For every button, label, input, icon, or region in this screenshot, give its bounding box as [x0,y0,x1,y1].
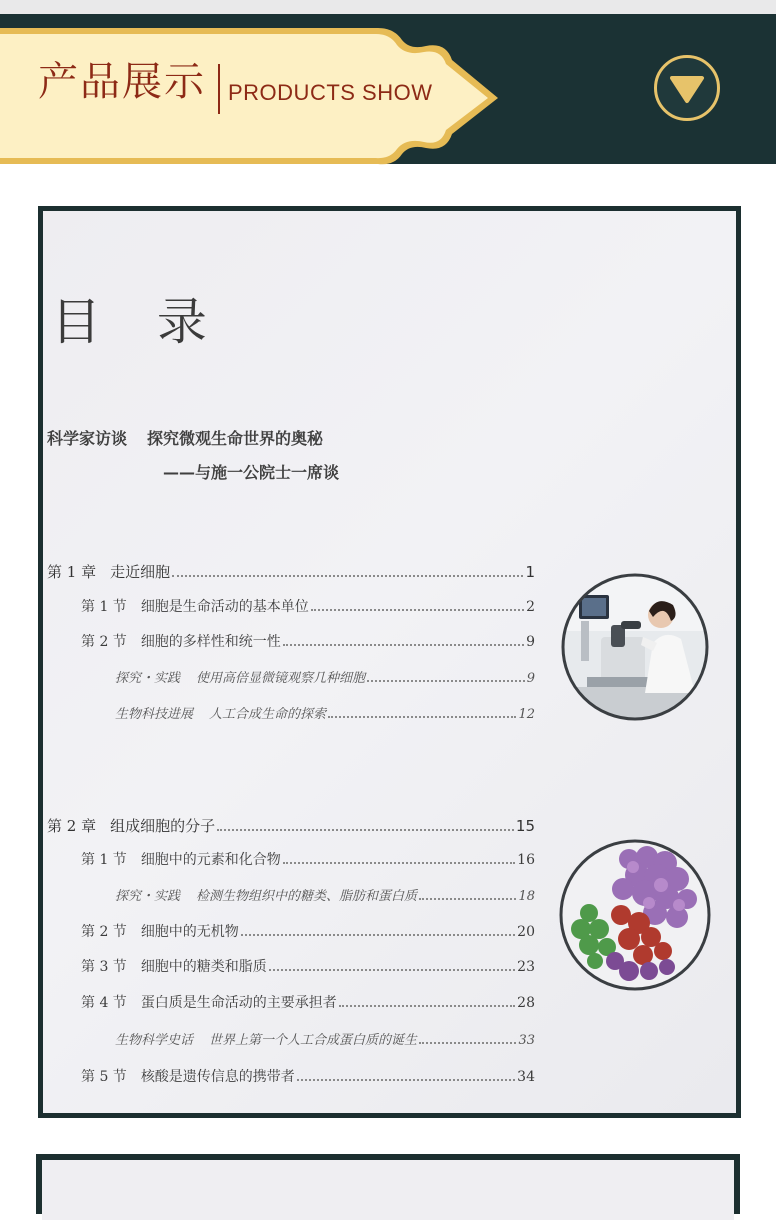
leader-dots [283,862,515,864]
section-title: 细胞中的无机物 [140,924,239,940]
feature-label: 生物科技进展 [115,707,194,722]
section-label: 第 3 节 [81,959,127,975]
contents-page [43,211,736,1113]
leader-dots [297,1079,515,1081]
next-page-preview [42,1160,734,1220]
protein-molecule-image [559,839,711,991]
page-number: 18 [518,889,535,904]
leader-dots [241,934,515,936]
section-title: 蛋白质是生命活动的主要承担者 [140,995,337,1011]
section-label: 第 5 节 [81,1069,127,1085]
scroll-down-button[interactable] [654,55,720,121]
toc-section[interactable] [81,956,535,976]
top-strip [0,0,776,14]
leader-dots [419,1042,516,1044]
section-title: 细胞是生命活动的基本单位 [140,599,309,615]
chevron-down-icon [657,58,717,118]
page-number: 16 [517,852,535,868]
page-number: 15 [515,817,535,835]
page-number: 20 [517,924,535,940]
leader-dots [172,575,523,577]
page-number: 33 [518,1033,535,1048]
toc-chapter[interactable] [47,815,535,836]
chapter-label: 第 2 章 [47,817,97,835]
toc-feature[interactable] [115,667,535,686]
feature-title: 人工合成生命的探索 [209,707,327,722]
microscope-scientist-photo [561,573,709,721]
leader-dots [269,969,515,971]
section-title-cn: 产品展示 [38,59,206,105]
interview-title: 探究微观生命世界的奥秘 [147,429,324,448]
section-title: 细胞的多样性和统一性 [140,634,281,650]
interview-line [47,426,323,449]
feature-label: 探究・实践 [115,889,181,904]
toc-section[interactable] [81,849,535,869]
interview-subtitle: ——与施一公院士一席谈 [163,463,340,482]
section-label: 第 1 节 [81,852,127,868]
feature-title: 世界上第一个人工合成蛋白质的诞生 [209,1033,418,1048]
toc-section[interactable] [81,1066,535,1086]
section-label: 第 2 节 [81,634,127,650]
feature-label: 探究・实践 [115,671,181,686]
feature-label: 生物科学史话 [115,1033,194,1048]
page-number: 23 [517,959,535,975]
leader-dots [419,898,516,900]
section-title: 细胞中的糖类和脂质 [140,959,267,975]
interview-label: 科学家访谈 [47,429,128,448]
section-label: 第 1 节 [81,599,127,615]
leader-dots [311,609,524,611]
section-title: 核酸是遗传信息的携带者 [140,1069,295,1085]
page-number: 9 [526,671,535,686]
contents-heading: 目 录 [51,293,227,351]
chapter-title: 组成细胞的分子 [110,817,216,835]
chapter-label: 第 1 章 [47,563,97,581]
toc-section[interactable] [81,596,535,616]
section-label: 第 4 节 [81,995,127,1011]
toc-section[interactable] [81,631,535,651]
toc-section[interactable] [81,992,535,1012]
section-label: 第 2 节 [81,924,127,940]
leader-dots [367,680,525,682]
page-number: 28 [517,995,535,1011]
section-title-en: PRODUCTS SHOW [228,80,433,105]
leader-dots [283,644,524,646]
page-number: 1 [525,563,535,581]
toc-feature[interactable] [115,1029,535,1048]
page-number: 2 [526,599,535,615]
page-number: 12 [518,707,535,722]
section-title: 细胞中的元素和化合物 [140,852,281,868]
feature-title: 检测生物组织中的糖类、脂肪和蛋白质 [196,889,418,904]
toc-feature[interactable] [115,703,535,722]
toc-section[interactable] [81,921,535,941]
title-divider [218,64,220,114]
page-number: 9 [526,634,535,650]
toc-feature[interactable] [115,885,535,904]
toc-chapter[interactable] [47,561,535,582]
leader-dots [217,829,514,831]
leader-dots [339,1005,515,1007]
leader-dots [328,716,516,718]
page-number: 34 [517,1069,535,1085]
chapter-title: 走近细胞 [110,563,171,581]
feature-title: 使用高倍显微镜观察几种细胞 [196,671,366,686]
